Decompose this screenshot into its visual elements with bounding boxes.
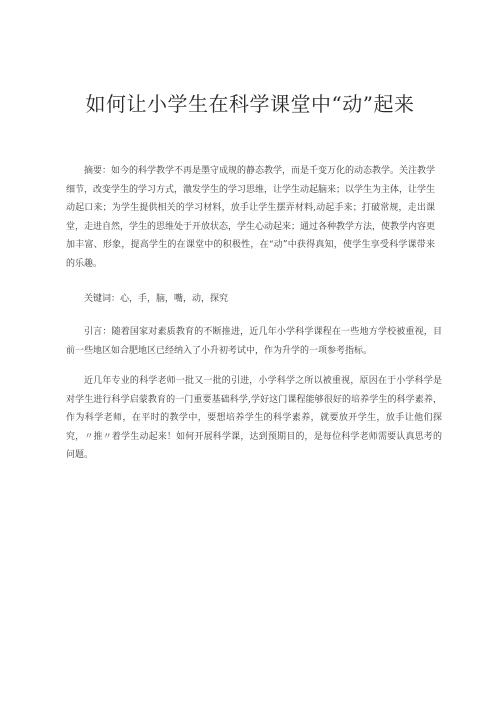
abstract-paragraph: 摘要：如今的科学教学不再是墨守成规的静态教学，而是千变万化的动态教学。关注教学细节，改变学生的学习方式，激发学生的学习思维，让学生动起脑来；以学生为主体，让学生动起口来；为学生提供相关的学习材料，放手让学生摆弄材料,动起手来；打破常规，走出课堂，走进自然，学生的思维处于开放状态，学生心动起来；通过各种教学方法，使教学内容更加丰富、形象，提高学生的在课堂中的积极性，在“动”中获得真知，使学生享受科学课带来的乐趣。: [66, 166, 436, 269]
body-paragraph: 近几年专业的科学老师一批又一批的引进，小学科学之所以被重视，原因在于小学科学是对学生进行科学启蒙教育的一门重要基础科学,学好这门课程能够很好的培养学生的科学素养，作为科学老师，在平时的教学中，要想培养学生的科学素养，就要放开学生，放手让他们探究，〃推〃着学生动起来！如何开展科学课，达到预期目的，是每位科学老师需要认真思考的问题。: [66, 376, 442, 461]
document-title: 如何让小学生在科学课堂中“动”起来: [85, 92, 415, 116]
keywords-line: 关键词：心，手，脑，嘴，动，探究: [84, 294, 229, 304]
introduction-paragraph: 引言：随着国家对素质教育的不断推进，近几年小学科学课程在一些地方学校被重视，目前一些地区如合肥地区已经纳入了小升初考试中，作为升学的一项参考指标。: [66, 327, 442, 356]
